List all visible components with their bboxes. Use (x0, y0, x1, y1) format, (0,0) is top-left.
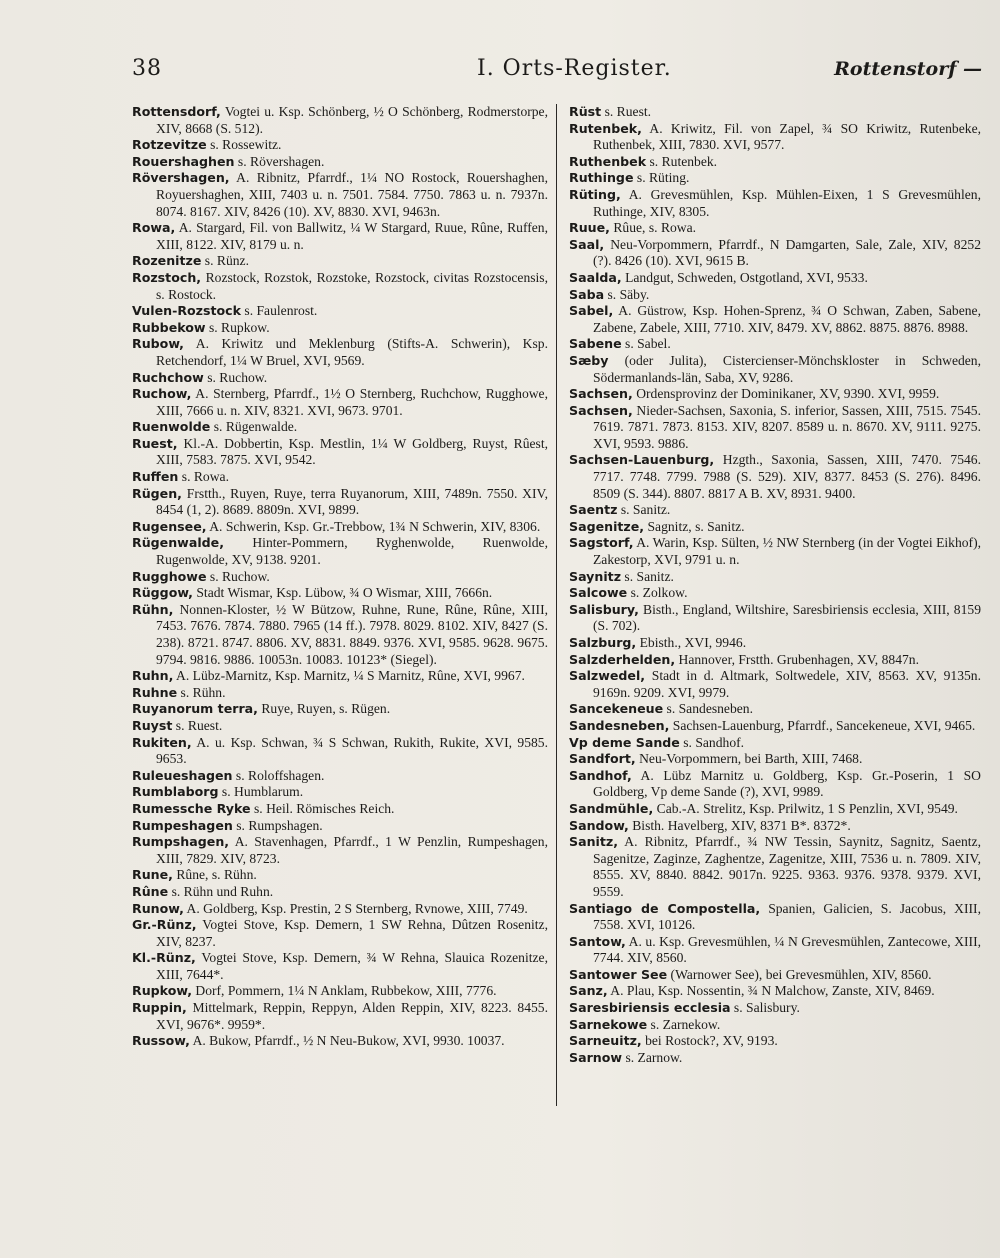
entry-headword: Sachsen, (569, 402, 633, 418)
entry-text: s. Säby. (604, 286, 650, 302)
register-entry (569, 818, 981, 835)
entry-text: Vogtei Stove, Ksp. Demern, 1 SW Rehna, Dûtzen Rosenitz, XIV, 8237. (156, 917, 548, 949)
entry-text: bei Rostock?, XV, 9193. (641, 1033, 778, 1049)
entry-text: s. Zarnow. (622, 1049, 683, 1065)
entry-headword: Rutenbek, (569, 120, 642, 136)
entry-text: A. Bukow, Pfarrdf., ½ N Neu-Bukow, XVI, 9930. 10037. (189, 1033, 505, 1049)
register-entry (569, 303, 981, 336)
entry-headword: Rüting, (569, 186, 621, 202)
register-entry (132, 768, 548, 785)
entry-headword: Salisbury, (569, 601, 639, 617)
entry-headword: Sandow, (569, 817, 629, 833)
register-entry (569, 386, 981, 403)
register-entry (569, 768, 981, 801)
entry-text: s. Roloffshagen. (232, 767, 325, 783)
register-entry (569, 1017, 981, 1034)
entry-headword: Sachsen, (569, 386, 633, 402)
entry-headword: Vp deme Sande (569, 734, 680, 750)
entry-headword: Saba (569, 286, 605, 302)
entry-headword: Rumpeshagen (132, 817, 233, 833)
register-entry (569, 735, 981, 752)
register-entry (569, 934, 981, 967)
register-entry (569, 585, 981, 602)
register-entry (132, 901, 548, 918)
entry-text: Sachsen-Lauenburg, Pfarrdf., Sancekeneue, XVI, 9465. (669, 717, 976, 733)
register-entry (132, 585, 548, 602)
entry-headword: Rouershaghen (132, 153, 235, 169)
register-entry (132, 701, 548, 718)
right-column (569, 104, 981, 1066)
entry-headword: Sandhof, (569, 767, 632, 783)
entry-text: A. Kriwitz, Fil. von Zapel, ¾ SO Kriwitz, Rutenbeke, Ruthenbek, XIII, 7830. XVI, 9577. (593, 120, 981, 153)
entry-headword: Rubbekow (132, 319, 206, 335)
entry-text: Landgut, Schweden, Ostgotland, XVI, 9533. (621, 269, 868, 285)
register-entry (132, 1033, 548, 1050)
register-entry (569, 801, 981, 818)
register-entry (569, 1033, 981, 1050)
entry-headword: Ruenwolde (132, 419, 211, 435)
entry-text: A. u. Ksp. Grevesmühlen, ¼ N Grevesmühlen, Zantecowe, XIII, 7744. XIV, 8560. (593, 933, 981, 966)
register-entry (569, 519, 981, 536)
entry-text: (oder Julita), Cistercienser-Mönchskloster in Schweden, Södermanlands-län, Saba, XV, 9286. (593, 352, 981, 385)
entry-headword: Sandmühle, (569, 800, 654, 816)
register-entry (569, 983, 981, 1000)
entry-text: A. Ribnitz, Pfarrdf., 1¼ NO Rostock, Rouershaghen, Royuershaghen, XIII, 7403 u. n. 7501. 7584. 7750. 7863 u. n. 7937n. 8074. 8167. XIV, 8426 (10). XV, 8830. XVI, 9463n. (156, 170, 548, 219)
entry-text: s. Faulenrost. (241, 303, 318, 319)
entry-headword: Rumpshagen, (132, 834, 230, 850)
register-entry (132, 170, 548, 220)
entry-text: s. Rowa. (178, 469, 229, 485)
entry-text: s. Ruest. (601, 104, 652, 119)
entry-text: A. Ribnitz, Pfarrdf., ¾ NW Tessin, Saynitz, Sagnitz, Saentz, Sagenitze, Zaginze, Zaghentze, Zagenitze, XIII, 7536 u. n. 7809. XIV, 8555. XV, 8840. 8842. 9017n. 9225. 9363. 9376. 9378. 9379. XVI, 9559. (593, 834, 981, 899)
entry-text: s. Ruest. (172, 717, 223, 733)
entry-headword: Rumessche Ryke (132, 800, 251, 816)
entry-text: s. Rühn und Ruhn. (168, 883, 274, 899)
entry-text: Stadt in d. Altmark, Soltwedele, XIV, 8563. XV, 9135n. 9169n. 9209. XVI, 9979. (593, 668, 981, 700)
register-entry (132, 486, 548, 519)
entry-text: Ebisth., XVI, 9946. (636, 635, 747, 650)
register-entry (132, 735, 548, 768)
entry-headword: Ruyst (132, 717, 173, 733)
register-entry (132, 320, 548, 337)
entry-text: s. Rumpshagen. (232, 817, 323, 833)
entry-text: s. Ruchow. (203, 369, 268, 385)
entry-headword: Sarnekowe (569, 1016, 648, 1032)
entry-text: Nonnen-Kloster, ½ W Bützow, Ruhne, Rune, Rûne, Rûne, XIII, 7453. 7676. 7874. 7880. 7965 (14 ff.). 7978. 8029. 8102. XIV, 8427 (S. 238). 8721. 8747. 8806. XV, 8831. 8849. 9376. XVI, 9585. 9628. 9675. 9794. 9816. 9886. 10053n. 10083. 10123* (Siegel). (156, 601, 548, 667)
register-entry (132, 303, 548, 320)
register-entry (569, 535, 981, 568)
register-entry (132, 950, 548, 983)
entry-headword: Sancekeneue (569, 701, 664, 717)
entry-headword: Santow, (569, 933, 626, 949)
entry-text: Hinter-Pommern, Ryghenwolde, Ruenwolde, Rugenwolde, XV, 9138. 9201. (156, 535, 548, 568)
entry-headword: Sandesneben, (569, 717, 670, 733)
register-entry (569, 967, 981, 984)
register-entry (132, 718, 548, 735)
entry-headword: Sanz, (569, 983, 608, 999)
entry-headword: Rühn, (132, 601, 174, 617)
entry-headword: Ruffen (132, 469, 179, 485)
entry-headword: Salzburg, (569, 635, 637, 650)
entry-headword: Rumblaborg (132, 784, 219, 800)
entry-text: Spanien, Galicien, S. Jacobus, XIII, 7558. XVI, 10126. (593, 900, 981, 933)
entry-headword: Ruleueshagen (132, 767, 233, 783)
register-entry (132, 519, 548, 536)
register-entry (132, 602, 548, 668)
register-entry (569, 287, 981, 304)
entry-text: s. Sabel. (621, 336, 671, 352)
entry-headword: Rugensee, (132, 518, 207, 534)
entry-headword: Sarneuitz, (569, 1033, 642, 1049)
register-entry (569, 270, 981, 287)
register-entry (569, 170, 981, 187)
register-entry (132, 535, 548, 568)
entry-text: Rûue, s. Rowa. (609, 220, 697, 236)
entry-text: A. Warin, Ksp. Sülten, ½ NW Sternberg (in der Vogtei Eikhof), Zakestorp, XVI, 9791 u. n. (593, 535, 981, 568)
entry-text: Neu-Vorpommern, bei Barth, XIII, 7468. (635, 751, 863, 767)
entry-text: Neu-Vorpommern, Pfarrdf., N Damgarten, Sale, Zale, XIV, 8252 (?). 8426 (10). XVI, 9615 B. (593, 236, 981, 269)
page-header (132, 56, 982, 88)
entry-headword: Saalda, (569, 269, 622, 285)
entry-text: Rûne, s. Rühn. (172, 867, 257, 883)
entry-headword: Saynitz (569, 568, 622, 584)
entry-text: s. Rupkow. (205, 319, 270, 335)
register-entry (569, 1000, 981, 1017)
register-entry (569, 1050, 981, 1067)
entry-text: s. Rutenbek. (646, 153, 718, 169)
entry-text: s. Rühn. (177, 684, 226, 700)
entry-headword: Rottensdorf, (132, 104, 221, 119)
entry-text: s. Sandesneben. (663, 701, 753, 717)
entry-headword: Santower See (569, 966, 668, 982)
page-title: I. Orts-Register. (477, 56, 672, 81)
register-entry (132, 336, 548, 369)
register-entry (569, 502, 981, 519)
entry-text: A. Plau, Ksp. Nossentin, ¾ N Malchow, Zanste, XIV, 8469. (607, 983, 935, 999)
entry-text: Bisth., England, Wiltshire, Saresbiriensis ecclesia, XIII, 8159 (S. 702). (593, 601, 981, 634)
entry-headword: Rowa, (132, 220, 176, 236)
register-entry (132, 220, 548, 253)
entry-text: A. Goldberg, Ksp. Prestin, 2 S Sternberg, Rvnowe, XIII, 7749. (183, 900, 528, 916)
entry-text: A. Lübz-Marnitz, Ksp. Marnitz, ¼ S Marnitz, Rûne, XVI, 9967. (173, 668, 525, 684)
entry-text: A. Lübz Marnitz u. Goldberg, Ksp. Gr.-Poserin, 1 SO Goldberg, Vp deme Sande (?), XVI, 9989. (593, 767, 981, 800)
register-entry (569, 154, 981, 171)
register-entry (132, 386, 548, 419)
register-entry (132, 834, 548, 867)
register-entry (132, 801, 548, 818)
entry-text: Stadt Wismar, Ksp. Lübow, ¾ O Wismar, XIII, 7666n. (192, 585, 493, 601)
entry-text: A. Stargard, Fil. von Ballwitz, ¼ W Stargard, Ruue, Rûne, Ruffen, XIII, 8122. XIV, 8179 u. n. (156, 220, 548, 252)
entry-text: s. Rüting. (633, 170, 690, 186)
register-entry (569, 602, 981, 635)
entry-headword: Rûne (132, 883, 169, 899)
entry-text: s. Sanitz. (617, 502, 671, 518)
register-entry (132, 867, 548, 884)
entry-text: s. Rossewitz. (206, 137, 282, 153)
entry-headword: Rüst (569, 104, 602, 119)
register-entry (569, 121, 981, 154)
register-entry (569, 834, 981, 900)
entry-headword: Rune, (132, 867, 173, 883)
entry-headword: Salzderhelden, (569, 651, 676, 667)
running-head: Rottenstorf — (834, 58, 982, 80)
entry-text: (Warnower See), bei Grevesmühlen, XIV, 8560. (667, 966, 932, 982)
register-entry (132, 436, 548, 469)
entry-headword: Rugghowe (132, 568, 207, 584)
register-entry (569, 668, 981, 701)
register-entry (132, 685, 548, 702)
register-entry (569, 187, 981, 220)
register-entry (569, 901, 981, 934)
entry-headword: Rotzevitze (132, 137, 207, 153)
entry-headword: Rubow, (132, 336, 184, 352)
entry-text: s. Rövershagen. (234, 153, 325, 169)
entry-headword: Rügenwalde, (132, 535, 224, 551)
entry-text: Hannover, Frstth. Grubenhagen, XV, 8847n. (675, 651, 919, 667)
register-entry (569, 652, 981, 669)
entry-headword: Ruchow, (132, 386, 192, 402)
entry-text: A. Grevesmühlen, Ksp. Mühlen-Eixen, 1 S Grevesmühlen, Ruthinge, XIV, 8305. (593, 186, 981, 219)
register-entry (569, 237, 981, 270)
register-entry (132, 569, 548, 586)
entry-headword: Rukiten, (132, 734, 192, 750)
register-entry (132, 917, 548, 950)
entry-text: s. Salisbury. (730, 1000, 800, 1016)
entry-headword: Rügen, (132, 485, 182, 501)
entry-text: Frstth., Ruyen, Ruye, terra Ruyanorum, XIII, 7489n. 7550. XIV, 8454 (1, 2). 8689. 8809n. XVI, 9899. (156, 485, 548, 518)
entry-text: s. Sandhof. (679, 734, 745, 750)
register-entry (132, 370, 548, 387)
register-entry (569, 751, 981, 768)
register-entry (569, 353, 981, 386)
entry-text: A. Schwerin, Ksp. Gr.-Trebbow, 1¾ N Schwerin, XIV, 8306. (206, 518, 541, 534)
entry-text: Bisth. Havelberg, XIV, 8371 B*. 8372*. (628, 817, 851, 833)
register-entry (569, 220, 981, 237)
entry-text: A. Sternberg, Pfarrdf., 1½ O Sternberg, Ruchchow, Rugghowe, XIII, 7666 u. n. XIV, 8321. XVI, 9673. 9701. (156, 386, 548, 418)
entry-headword: Sagenitze, (569, 518, 645, 534)
entry-text: Cab.-A. Strelitz, Ksp. Prilwitz, 1 S Penzlin, XVI, 9549. (653, 800, 958, 816)
entry-headword: Ruhne (132, 684, 178, 700)
entry-text: Kl.-A. Dobbertin, Ksp. Mestlin, 1¼ W Goldberg, Ruyst, Rûest, XIII, 7583. 7875. XVI, 9542. (156, 435, 548, 468)
entry-text: Hzgth., Saxonia, Sassen, XIII, 7470. 7546. 7717. 7748. 7799. 7988 (S. 529). XIV, 8377. 8453 (S. 276). 8496. 8509 (S. 344). 8807. 8817 A B. XV, 8931. 9400. (593, 452, 981, 501)
entry-headword: Ruchchow (132, 369, 204, 385)
register-entry (569, 718, 981, 735)
entry-text: s. Zolkow. (627, 585, 688, 601)
entry-headword: Santiago de Compostella, (569, 900, 761, 916)
register-entry (132, 137, 548, 154)
entry-headword: Sachsen-Lauenburg, (569, 452, 715, 468)
entry-headword: Vulen-Rozstock (132, 303, 242, 319)
entry-headword: Ruppin, (132, 1000, 187, 1016)
entry-text: Rozstock, Rozstok, Rozstoke, Rozstock, civitas Rozstocensis, s. Rostock. (156, 269, 548, 302)
entry-text: Nieder-Sachsen, Saxonia, S. inferior, Sassen, XIII, 7515. 7545. 7619. 7871. 7873. 8153. XIV, 8207. 8589 u. n. 8670. XV, 9111. 9275. XVI, 9593. 9886. (593, 402, 981, 451)
entry-headword: Sagstorf, (569, 535, 634, 551)
register-entry (132, 1000, 548, 1033)
entry-text: Sagnitz, s. Sanitz. (644, 518, 745, 534)
register-entry (569, 452, 981, 502)
register-entry (132, 419, 548, 436)
entry-text: A. Kriwitz und Meklenburg (Stifts-A. Schwerin), Ksp. Retchendorf, 1¼ W Bruel, XVI, 9569. (156, 336, 548, 368)
entry-headword: Ruyanorum terra, (132, 701, 258, 717)
entry-headword: Ruhn, (132, 668, 174, 684)
entry-text: Ruye, Ruyen, s. Rügen. (257, 701, 391, 717)
entry-headword: Rozstoch, (132, 269, 202, 285)
register-entry (132, 983, 548, 1000)
register-entry (569, 701, 981, 718)
register-entry (132, 270, 548, 303)
register-entry (132, 253, 548, 270)
entry-headword: Saresbiriensis ecclesia (569, 1000, 731, 1016)
entry-text: s. Rünz. (201, 253, 249, 269)
register-entry (132, 818, 548, 835)
page-number: 38 (132, 56, 162, 81)
register-entry (569, 569, 981, 586)
entry-headword: Rüggow, (132, 585, 193, 601)
register-entry (132, 884, 548, 901)
register-entry (132, 784, 548, 801)
entry-text: s. Humblarum. (218, 784, 304, 800)
entry-text: A. Stavenhagen, Pfarrdf., 1 W Penzlin, Rumpeshagen, XIII, 7829. XIV, 8723. (156, 834, 548, 866)
entry-text: Dorf, Pommern, 1¼ N Anklam, Rubbekow, XIII, 7776. (191, 983, 497, 999)
entry-headword: Gr.-Rünz, (132, 917, 197, 933)
entry-text: s. Heil. Römisches Reich. (250, 800, 395, 816)
entry-text: s. Ruchow. (206, 568, 270, 584)
entry-text: A. Güstrow, Ksp. Hohen-Sprenz, ¾ O Schwan, Zaben, Sabene, Zabene, Zabele, XIII, 7710. XIV, 8479. XV, 8862. 8875. 8876. 8988. (593, 303, 981, 335)
entry-headword: Rövershagen, (132, 170, 230, 186)
left-column (132, 104, 548, 1050)
entry-headword: Saal, (569, 236, 605, 252)
entry-headword: Sabel, (569, 303, 614, 319)
register-entry (569, 336, 981, 353)
entry-headword: Salzwedel, (569, 668, 646, 684)
entry-text: Ordensprovinz der Dominikaner, XV, 9390. XVI, 9959. (632, 386, 940, 402)
entry-headword: Sanitz, (569, 834, 618, 850)
entry-headword: Runow, (132, 900, 184, 916)
register-entry (569, 403, 981, 453)
entry-text: s. Sanitz. (621, 568, 674, 584)
entry-text: Mittelmark, Reppin, Reppyn, Alden Reppin, XIV, 8223. 8455. XVI, 9676*. 9959*. (156, 1000, 548, 1032)
entry-headword: Rupkow, (132, 983, 192, 999)
entry-headword: Sabene (569, 336, 622, 352)
entry-headword: Sarnow (569, 1049, 623, 1065)
register-entry (569, 635, 981, 652)
entry-text: Vogtei u. Ksp. Schönberg, ½ O Schönberg, Rodmerstorpe, XIV, 8668 (S. 512). (156, 104, 548, 136)
entry-headword: Ruue, (569, 220, 610, 236)
entry-headword: Sæby (569, 352, 609, 368)
entry-text: A. u. Ksp. Schwan, ¾ S Schwan, Rukith, Rukite, XVI, 9585. 9653. (156, 734, 548, 767)
register-entry (132, 154, 548, 171)
register-entry (132, 104, 548, 137)
entry-headword: Saentz (569, 502, 618, 518)
column-divider (556, 104, 557, 1106)
entry-text: s. Zarnekow. (647, 1016, 721, 1032)
entry-headword: Russow, (132, 1033, 190, 1049)
entry-text: Vogtei Stove, Ksp. Demern, ¾ W Rehna, Slauica Rozenitze, XIII, 7644*. (156, 950, 548, 982)
entry-headword: Ruthenbek (569, 153, 647, 169)
register-entry (132, 469, 548, 486)
register-entry (569, 104, 981, 121)
entry-headword: Ruthinge (569, 170, 634, 186)
register-entry (132, 668, 548, 685)
entry-text: s. Rügenwalde. (210, 419, 298, 435)
entry-headword: Rozenitze (132, 253, 202, 269)
entry-headword: Ruest, (132, 435, 178, 451)
entry-headword: Salcowe (569, 585, 628, 601)
entry-headword: Kl.-Rünz, (132, 950, 196, 966)
entry-headword: Sandfort, (569, 751, 636, 767)
